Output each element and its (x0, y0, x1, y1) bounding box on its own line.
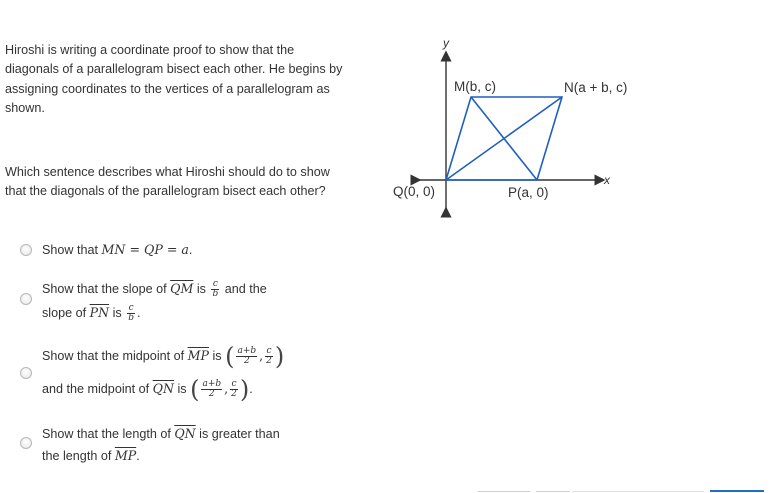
divider (710, 490, 764, 492)
vertex-P-label: P(a, 0) (508, 185, 549, 200)
segment-QN: $\overline{QN}$ (174, 426, 196, 441)
x-axis-label: x (604, 173, 610, 187)
question-prompt: Which sentence describes what Hiroshi should do to show that the diagonals of the parallelogram bisect each other? (5, 165, 330, 199)
option-a-text: Show that MN = QP = a. (42, 242, 193, 257)
fraction-a-plus-b-over-2: $\frac{a+b}{2}$ (202, 378, 222, 399)
diagonal-MP (471, 97, 537, 180)
radio-option-c[interactable] (20, 367, 32, 379)
vertex-Q-label: Q(0, 0) (393, 184, 436, 199)
option-d-text: Show that the length of $\overline{QN}$ is greater than the length of $\overline{MP}$. (42, 426, 280, 463)
segment-QN: $\overline{QN}$ (152, 380, 174, 396)
divider (572, 491, 704, 492)
fraction-c-over-b: $\frac{c}{b}$ (128, 303, 134, 324)
fraction-c-over-2: $\frac{c}{2}$ (266, 346, 272, 367)
divider (536, 491, 570, 492)
answer-option-b[interactable] (20, 277, 340, 323)
answer-option-a[interactable] (20, 240, 340, 260)
radio-option-d[interactable] (20, 437, 32, 449)
segment-PN: $\overline{PN}$ (89, 305, 110, 320)
radio-option-a[interactable] (20, 244, 32, 256)
option-c-text: Show that the midpoint of $\overline{MP}$ is ( $\frac{a+b}{2}$ , $\frac{c}{2}$ ) and the midpoint of $\overline{QN}$ is ( $\frac{a+b}{2}$ , $\frac{c}{2}$ ). (42, 342, 285, 404)
answer-option-d[interactable] (20, 423, 340, 465)
fraction-c-over-2: $\frac{c}{2}$ (231, 378, 237, 399)
answer-option-c[interactable] (20, 340, 340, 406)
fraction-a-plus-b-over-2: $\frac{a+b}{2}$ (237, 346, 257, 367)
option-b-text: Show that the slope of $\overline{QM}$ is $\frac{c}{b}$ and the slope of $\overline{PN}$ is $\frac{c}{b}$ . (42, 279, 267, 324)
divider (478, 491, 530, 492)
vertex-M-label: M(b, c) (454, 79, 496, 94)
question-intro: Hiroshi is writing a coordinate proof to show that the diagonals of a parallelogram bisect each other. He begins by assigning coordinates to the vertices of a parallelogram as shown. (5, 43, 343, 116)
radio-option-b[interactable] (20, 293, 32, 305)
segment-QM: $\overline{QM}$ (170, 281, 194, 296)
segment-MP: $\overline{MP}$ (114, 448, 137, 463)
vertex-N-label: N(a + b, c) (564, 80, 628, 95)
y-axis-label: y (443, 36, 449, 50)
fraction-c-over-b: $\frac{c}{b}$ (212, 279, 219, 300)
segment-MP: $\overline{MP}$ (187, 348, 209, 363)
parallelogram-figure (380, 30, 660, 220)
